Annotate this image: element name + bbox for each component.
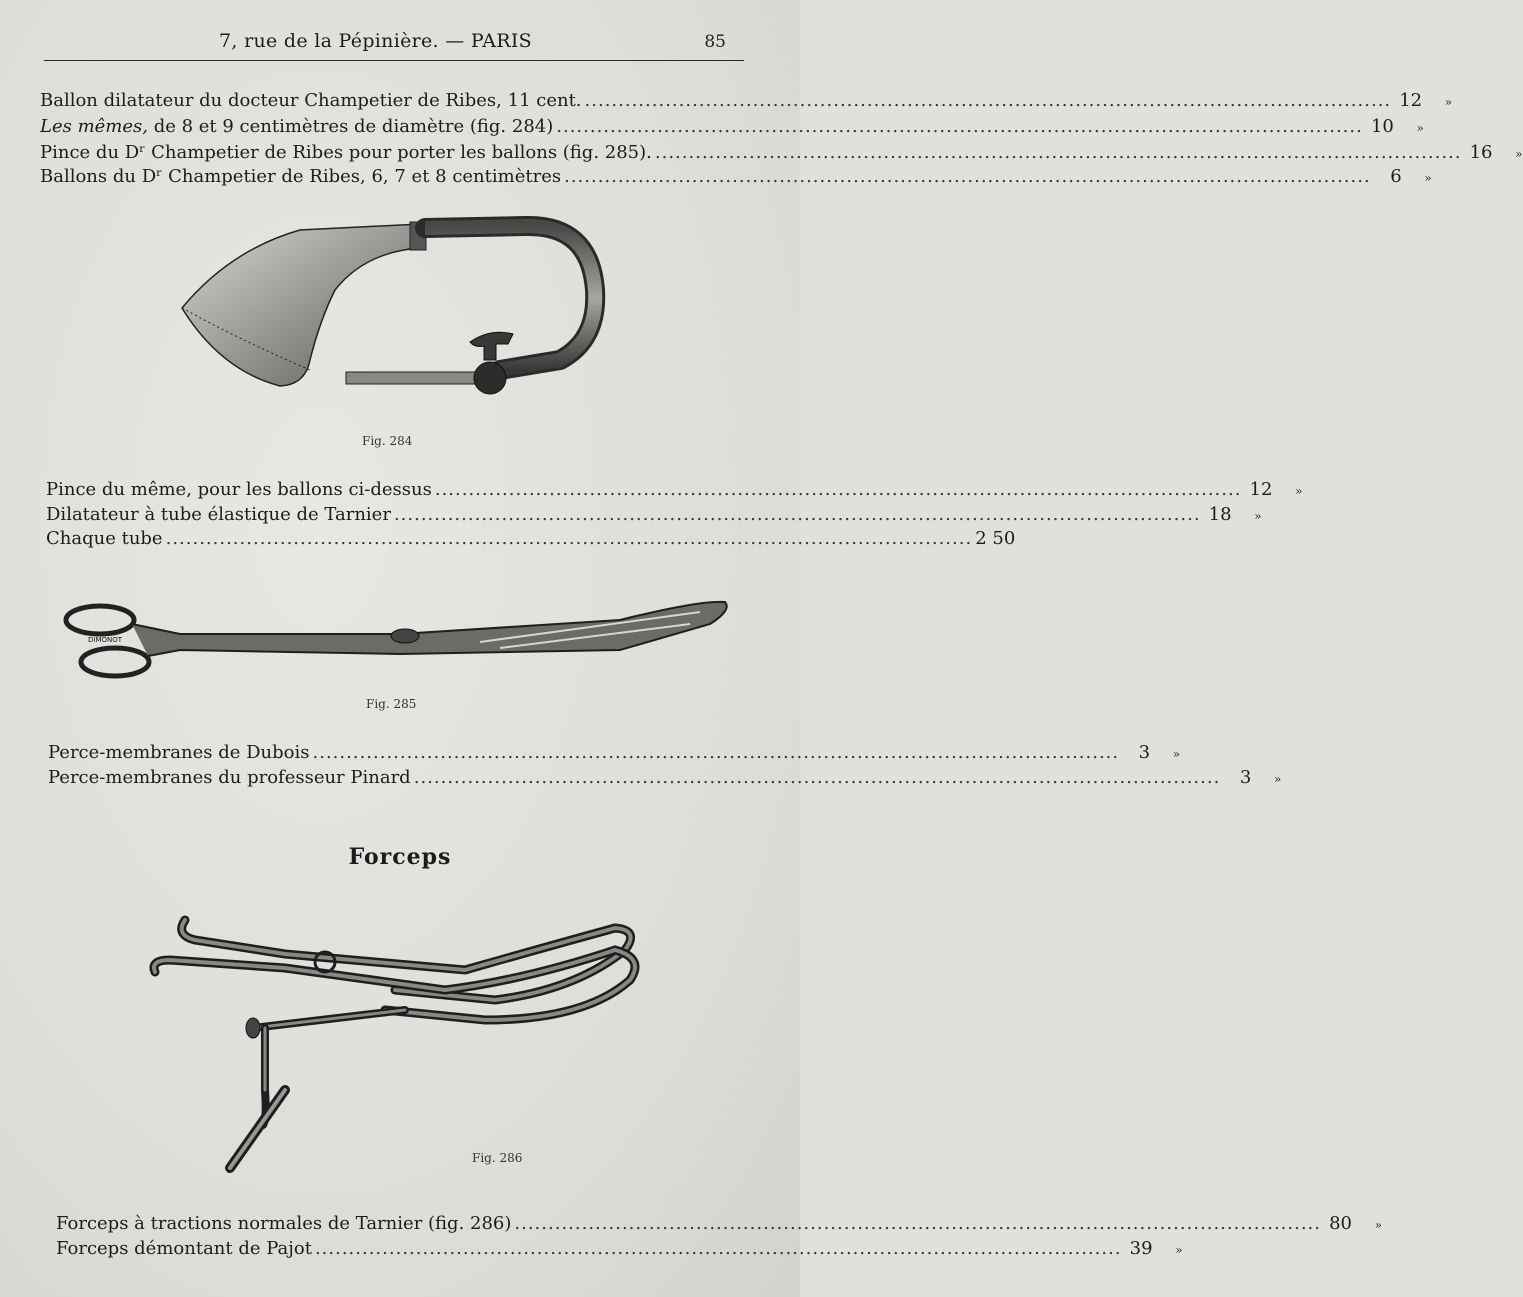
figure-caption: Fig. 284 — [362, 434, 413, 448]
leader-dots: ........................................................................................................................ — [165, 528, 973, 549]
entry-price: 18 — [1208, 504, 1232, 525]
leader-dots: ........................................................................................................................ — [514, 1213, 1321, 1234]
entry-unit: » — [1175, 1243, 1183, 1257]
entry-price: 10 — [1370, 116, 1394, 137]
entry-price: 80 — [1329, 1213, 1352, 1234]
entry-price: 16 — [1469, 142, 1493, 163]
page-header — [44, 28, 744, 61]
entry-price: 3 — [1138, 742, 1151, 763]
entry-price: 39 — [1129, 1238, 1153, 1259]
entry-price: 3 — [1239, 767, 1252, 788]
entry-label: Forceps démontant de Pajot — [56, 1238, 312, 1259]
entry-price: 2 50 — [975, 528, 1016, 549]
entry-label: Ballons du Dʳ Champetier de Ribes, 6, 7 et 8 centimètres — [40, 166, 562, 187]
engraving-text: DIMONOT — [88, 636, 123, 644]
entry-price: 12 — [1249, 479, 1273, 500]
entry-label: Pince du Dʳ Champetier de Ribes pour porter les ballons (fig. 285). — [40, 142, 652, 163]
leader-dots: ........................................................................................................................ — [556, 116, 1363, 137]
entry-label-italic: Les mêmes, — [40, 116, 148, 137]
leader-dots: ........................................................................................................................ — [654, 142, 1462, 163]
leader-dots: ........................................................................................................................ — [434, 479, 1242, 500]
entry-label: Forceps à tractions normales de Tarnier (fig. 286) — [56, 1213, 512, 1234]
entry-label-rest: de 8 et 9 centimètres de diamètre (fig. 284) — [147, 116, 554, 137]
leader-dots: ........................................................................................................................ — [312, 742, 1120, 763]
entry-unit: » — [1416, 121, 1424, 135]
entry-unit: » — [1172, 747, 1181, 761]
catalog-entry — [48, 767, 1282, 791]
entry-label: Perce-membranes du professeur Pinard — [48, 767, 411, 788]
header-address: 7, rue de la Pépinière. — PARIS — [219, 30, 532, 52]
entry-label: Dilatateur à tube élastique de Tarnier — [46, 504, 391, 525]
page-number: 85 — [704, 32, 726, 52]
section-title: Forceps — [348, 844, 452, 870]
entry-unit: » — [1374, 1218, 1382, 1232]
leader-dots: ........................................................................................................................ — [413, 767, 1221, 788]
entry-label — [40, 116, 553, 137]
entry-unit: » — [1295, 484, 1303, 498]
entry-unit: » — [1515, 147, 1523, 161]
balloon-forceps-illustration — [60, 590, 740, 690]
entry-label: Chaque tube — [46, 528, 163, 549]
entry-label: Ballon dilatateur du docteur Champetier de Ribes, 11 cent. — [40, 90, 582, 111]
catalog-entry — [48, 742, 1181, 766]
figure-caption: Fig. 285 — [366, 697, 417, 711]
catalog-entry — [40, 90, 1453, 114]
catalog-entry — [46, 528, 1016, 552]
entry-label: Perce-membranes de Dubois — [48, 742, 310, 763]
entry-label: Pince du même, pour les ballons ci-dessus — [46, 479, 432, 500]
leader-dots: ........................................................................................................................ — [314, 1238, 1122, 1259]
leader-dots: ........................................................................................................................ — [584, 90, 1392, 111]
catalog-entry — [40, 116, 1424, 140]
catalog-entry — [40, 142, 1523, 166]
entry-unit: » — [1424, 171, 1432, 185]
catalog-entry — [56, 1213, 1382, 1237]
entry-price: 6 — [1390, 166, 1402, 187]
entry-price: 12 — [1399, 90, 1423, 111]
entry-unit: » — [1444, 95, 1453, 109]
leader-dots: ........................................................................................................................ — [564, 166, 1371, 187]
entry-unit: » — [1273, 772, 1282, 786]
catalog-entry — [46, 504, 1262, 528]
leader-dots: ........................................................................................................................ — [393, 504, 1201, 525]
entry-unit: » — [1254, 509, 1262, 523]
figure-caption: Fig. 286 — [472, 1151, 523, 1165]
tarnier-forceps-illustration — [145, 910, 645, 1180]
catalog-entry — [56, 1238, 1183, 1262]
catalog-entry — [46, 479, 1303, 503]
balloon-dilator-illustration — [170, 210, 610, 410]
catalog-entry — [40, 166, 1432, 190]
